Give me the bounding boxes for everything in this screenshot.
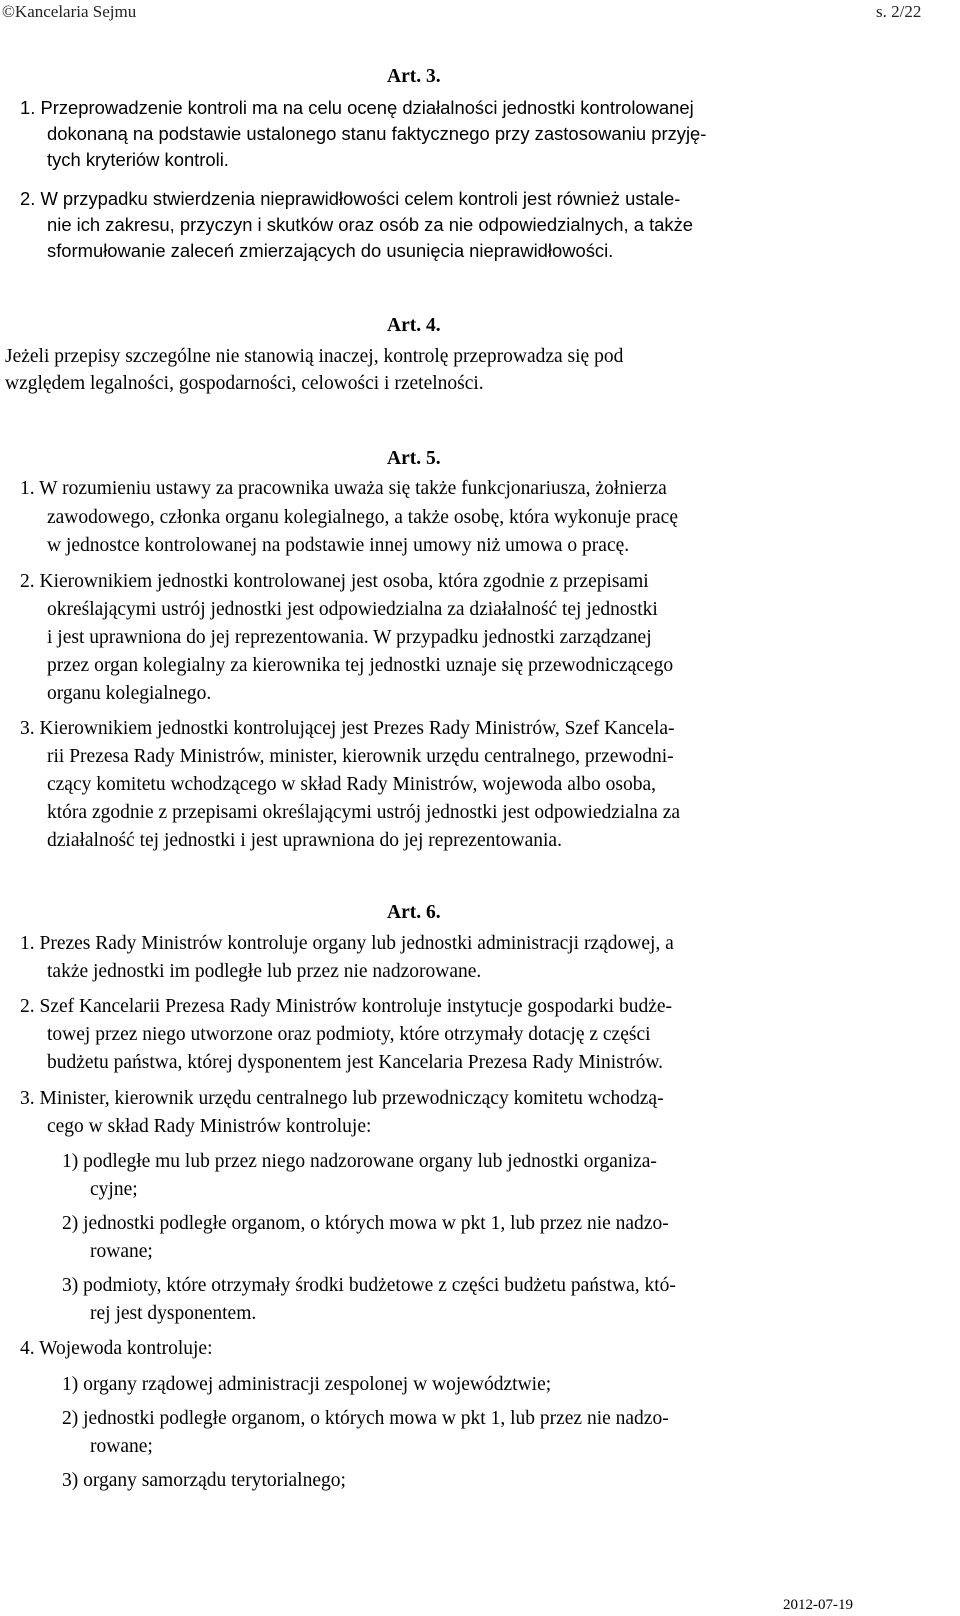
text-line: tych kryteriów kontroli. [47, 149, 229, 170]
article-heading: Art. 5. [387, 448, 441, 469]
article-heading: Art. 3. [387, 66, 441, 87]
text-line: cego w skład Rady Ministrów kontroluje: [47, 1116, 372, 1137]
text-line: 3. Minister, kierownik urzędu centralnego lub przewodniczący komitetu wchodzą- [20, 1088, 664, 1109]
list-item: 1) podległe mu lub przez niego nadzorowane organy lub jednostki organiza- [62, 1151, 657, 1172]
header-page-number: s. 2/22 [876, 2, 922, 21]
text-line: i jest uprawniona do jej reprezentowania. W przypadku jednostki zarządzanej [47, 627, 652, 648]
text-line: towej przez niego utworzone oraz podmioty, które otrzymały dotację z części [47, 1024, 651, 1045]
text-line: 2. W przypadku stwierdzenia nieprawidłowości celem kontroli jest również ustale- [20, 188, 681, 209]
text-line: 2. Szef Kancelarii Prezesa Rady Ministrów kontroluje instytucje gospodarki budże- [20, 996, 672, 1017]
text-line: określającymi ustrój jednostki jest odpowiedzialna za działalność tej jednostki [47, 599, 658, 620]
text-line: sformułowanie zaleceń zmierzających do usunięcia nieprawidłowości. [47, 240, 614, 261]
list-item: rej jest dysponentem. [90, 1303, 257, 1324]
text-line: 2. Kierownikiem jednostki kontrolowanej jest osoba, która zgodnie z przepisami [20, 571, 649, 592]
text-line: zawodowego, członka organu kolegialnego, a także osobę, która wykonuje pracę [47, 507, 678, 528]
text-line: 4. Wojewoda kontroluje: [20, 1338, 213, 1359]
list-item: 3) podmioty, które otrzymały środki budżetowe z części budżetu państwa, któ- [62, 1275, 676, 1296]
list-item: 3) organy samorządu terytorialnego; [62, 1470, 346, 1491]
footer-date: 2012-07-19 [783, 1597, 853, 1613]
text-line: działalność tej jednostki i jest uprawniona do jej reprezentowania. [47, 830, 562, 851]
text-line: w jednostce kontrolowanej na podstawie innej umowy niż umowa o pracę. [47, 535, 630, 556]
header-source: ©Kancelaria Sejmu [2, 2, 137, 21]
text-line: 1. Prezes Rady Ministrów kontroluje organy lub jednostki administracji rządowej, a [20, 933, 674, 954]
text-line: 1. W rozumieniu ustawy za pracownika uważa się także funkcjonariusza, żołnierza [20, 478, 667, 499]
list-item: rowane; [90, 1241, 153, 1262]
text-line: rii Prezesa Rady Ministrów, minister, kierownik urzędu centralnego, przewodni- [47, 746, 674, 767]
text-line: także jednostki im podległe lub przez nie nadzorowane. [47, 961, 482, 982]
text-line: nie ich zakresu, przyczyn i skutków oraz osób za nie odpowiedzialnych, a także [47, 214, 694, 235]
list-item: 2) jednostki podległe organom, o których mowa w pkt 1, lub przez nie nadzo- [62, 1408, 669, 1429]
text-line: Jeżeli przepisy szczególne nie stanowią inaczej, kontrolę przeprowadza się pod [5, 346, 624, 367]
text-line: przez organ kolegialny za kierownika tej jednostki uznaje się przewodniczącego [47, 655, 674, 676]
text-line: 1. Przeprowadzenie kontroli ma na celu ocenę działalności jednostki kontrolowanej [20, 97, 694, 118]
text-line: czący komitetu wchodzącego w skład Rady Ministrów, wojewoda albo osoba, [47, 774, 657, 795]
text-line: budżetu państwa, której dysponentem jest Kancelaria Prezesa Rady Ministrów. [47, 1052, 664, 1073]
article-heading: Art. 4. [387, 315, 441, 336]
list-item: rowane; [90, 1436, 153, 1457]
text-line: względem legalności, gospodarności, celowości i rzetelności. [5, 373, 484, 394]
list-item: 1) organy rządowej administracji zespolonej w województwie; [62, 1374, 552, 1395]
list-item: cyjne; [90, 1179, 138, 1200]
text-line: organu kolegialnego. [47, 683, 212, 704]
text-line: dokonaną na podstawie ustalonego stanu faktycznego przy zastosowaniu przyję- [47, 123, 707, 144]
text-line: która zgodnie z przepisami określającymi ustrój jednostki jest odpowiedzialna za [47, 802, 681, 823]
text-line: 3. Kierownikiem jednostki kontrolującej jest Prezes Rady Ministrów, Szef Kancela- [20, 718, 675, 739]
article-heading: Art. 6. [387, 902, 441, 923]
list-item: 2) jednostki podległe organom, o których mowa w pkt 1, lub przez nie nadzo- [62, 1213, 669, 1234]
